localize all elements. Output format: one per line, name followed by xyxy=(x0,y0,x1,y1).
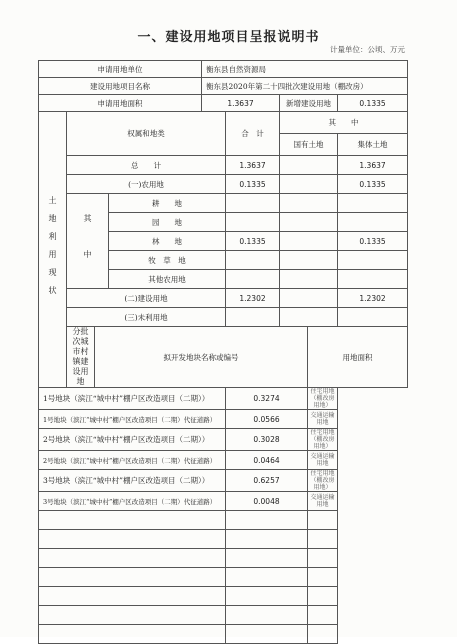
parcel-area xyxy=(226,625,308,644)
parcel-row xyxy=(39,568,408,587)
row-label: 其他农用地 xyxy=(109,270,226,289)
new-area-label: 新增建设用地 xyxy=(280,95,338,112)
parcel-area: 0.0048 xyxy=(226,492,308,511)
parcel-name: 1号地块（滨江“城中村”棚户区改造项目（二期）代征道路） xyxy=(39,410,226,429)
state-value xyxy=(280,156,338,175)
collective-value: 0.1335 xyxy=(338,232,408,251)
parcel-area xyxy=(226,568,308,587)
total-value: 0.1335 xyxy=(226,232,280,251)
parcel-plan: 交通运输用地 xyxy=(308,410,338,429)
parcel-plan xyxy=(308,606,338,625)
parcel-row xyxy=(39,625,408,644)
parcel-row xyxy=(39,470,408,492)
parcel-name xyxy=(39,549,226,568)
col-area-header: 用地面积 xyxy=(308,327,408,388)
total-value xyxy=(226,251,280,270)
parcel-row xyxy=(39,511,408,530)
parcel-row xyxy=(39,587,408,606)
area-value: 1.3637 xyxy=(202,95,280,112)
parcel-row xyxy=(39,429,408,451)
total-value xyxy=(226,270,280,289)
parcel-area xyxy=(226,530,308,549)
project-value: 衡东县2020年第二十四批次建设用地（棚改房） xyxy=(202,78,408,95)
parcel-name xyxy=(39,625,226,644)
row-label: (二)建设用地 xyxy=(67,289,226,308)
form-table xyxy=(38,60,408,644)
parcel-area: 0.3274 xyxy=(226,388,308,410)
parcel-area xyxy=(226,549,308,568)
col-name-header: 拟开发地块名称或编号 xyxy=(95,327,308,388)
parcel-plan: 住宅用地（棚改房用地） xyxy=(308,388,338,410)
total-value: 1.3637 xyxy=(226,156,280,175)
row-label: 牧 草 地 xyxy=(109,251,226,270)
parcel-name xyxy=(39,568,226,587)
parcel-row xyxy=(39,492,408,511)
parcel-plan xyxy=(308,530,338,549)
parcel-name xyxy=(39,511,226,530)
parcel-area: 0.3028 xyxy=(226,429,308,451)
state-value xyxy=(280,251,338,270)
state-value xyxy=(280,270,338,289)
parcel-plan: 住宅用地（棚改房用地） xyxy=(308,470,338,492)
parcel-area: 0.6257 xyxy=(226,470,308,492)
collective-value xyxy=(338,270,408,289)
col-of-header: 其 中 xyxy=(280,112,408,134)
state-value xyxy=(280,175,338,194)
collective-value xyxy=(338,251,408,270)
project-label: 建设用地项目名称 xyxy=(39,78,202,95)
collective-value xyxy=(338,194,408,213)
parcel-row xyxy=(39,606,408,625)
parcel-name: 2号地块（滨江“城中村”棚户区改造项目（二期）代征道路） xyxy=(39,451,226,470)
parcel-name: 3号地块（滨江“城中村”棚户区改造项目（二期）） xyxy=(39,470,226,492)
state-value xyxy=(280,308,338,327)
col-type-header: 权属和地类 xyxy=(67,112,226,156)
total-value xyxy=(226,194,280,213)
collective-value xyxy=(338,213,408,232)
parcel-plan xyxy=(308,511,338,530)
parcel-name xyxy=(39,587,226,606)
parcel-plan xyxy=(308,549,338,568)
parcel-name: 2号地块（滨江“城中村”棚户区改造项目（二期）） xyxy=(39,429,226,451)
parcel-plan: 交通运输用地 xyxy=(308,492,338,511)
row-label: (三)未利用地 xyxy=(67,308,226,327)
state-value xyxy=(280,289,338,308)
total-value: 0.1335 xyxy=(226,175,280,194)
parcel-rows xyxy=(39,388,408,644)
row-label: (一)农用地 xyxy=(67,175,226,194)
applicant-value: 衡东县自然资源局 xyxy=(202,61,408,78)
col-total-header: 合 计 xyxy=(226,112,280,156)
parcel-plan xyxy=(308,625,338,644)
unit-note: 计量单位：公顷、万元 xyxy=(330,45,405,54)
parcel-row xyxy=(39,549,408,568)
row-label: 林 地 xyxy=(109,232,226,251)
collective-value xyxy=(338,308,408,327)
row-total xyxy=(39,156,408,175)
area-label: 申请用地面积 xyxy=(39,95,202,112)
parcel-area xyxy=(226,511,308,530)
land-status-side-label: 土地利用现状 xyxy=(39,112,67,388)
row-cultivated xyxy=(39,194,408,213)
total-value: 1.2302 xyxy=(226,289,280,308)
applicant-label: 申请用地单位 xyxy=(39,61,202,78)
row-farm xyxy=(39,175,408,194)
parcel-row xyxy=(39,388,408,410)
parcels-side-label: 分批次城市村镇建设用地 xyxy=(67,327,95,388)
state-value xyxy=(280,194,338,213)
total-value xyxy=(226,213,280,232)
collective-value: 1.3637 xyxy=(338,156,408,175)
parcel-plan: 交通运输用地 xyxy=(308,451,338,470)
parcel-name: 3号地块（滨江“城中村”棚户区改造项目（二期）代征道路） xyxy=(39,492,226,511)
sub-category-label: 其 中 xyxy=(67,194,109,289)
collective-value: 1.2302 xyxy=(338,289,408,308)
collective-value: 0.1335 xyxy=(338,175,408,194)
new-area-value: 0.1335 xyxy=(338,95,408,112)
total-value xyxy=(226,308,280,327)
parcel-area xyxy=(226,587,308,606)
parcel-name xyxy=(39,530,226,549)
parcel-plan xyxy=(308,587,338,606)
parcel-row xyxy=(39,530,408,549)
parcel-row xyxy=(39,410,408,429)
parcel-area: 0.0566 xyxy=(226,410,308,429)
parcel-name xyxy=(39,606,226,625)
row-construction xyxy=(39,289,408,308)
parcel-row xyxy=(39,451,408,470)
parcel-plan xyxy=(308,568,338,587)
col-state-header: 国有土地 xyxy=(280,134,338,156)
state-value xyxy=(280,213,338,232)
row-label: 总 计 xyxy=(67,156,226,175)
parcel-name: 1号地块（滨江“城中村”棚户区改造项目（二期）） xyxy=(39,388,226,410)
state-value xyxy=(280,232,338,251)
row-unused xyxy=(39,308,408,327)
row-label: 耕 地 xyxy=(109,194,226,213)
parcel-area xyxy=(226,606,308,625)
parcel-area: 0.0464 xyxy=(226,451,308,470)
col-collective-header: 集体土地 xyxy=(338,134,408,156)
page-title: 一、建设用地项目呈报说明书 xyxy=(137,30,320,45)
row-label: 园 地 xyxy=(109,213,226,232)
parcel-plan: 住宅用地（棚改房用地） xyxy=(308,429,338,451)
